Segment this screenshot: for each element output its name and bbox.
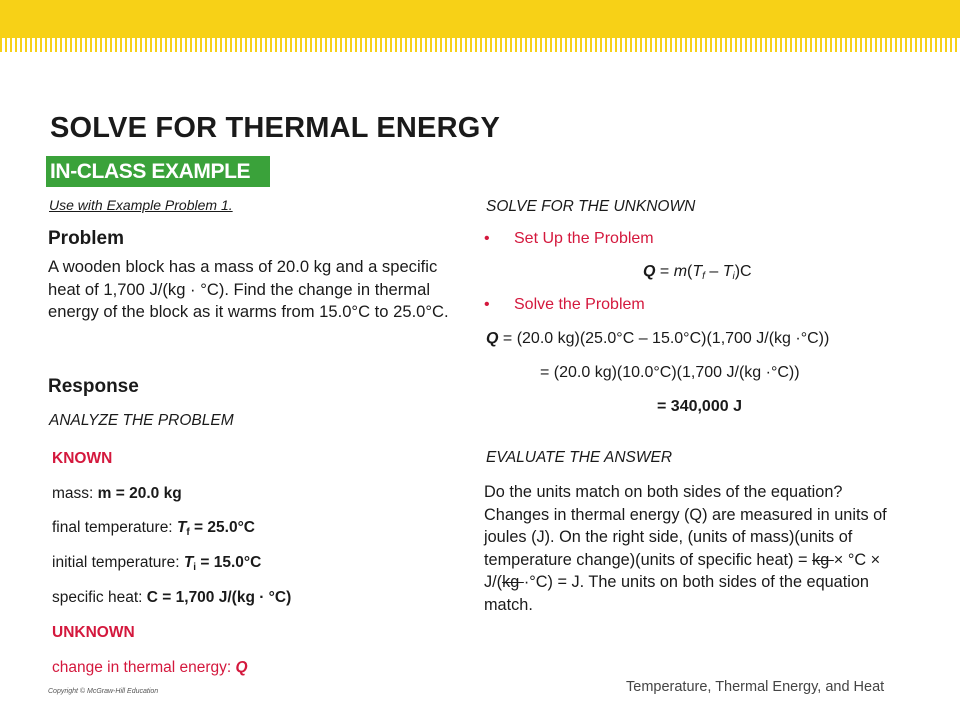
solve-bullet: • Solve the Problem [484,296,645,313]
known-final-temperature: final temperature: $T_f = 25.0^\circ C$ [52,519,255,538]
problem-heading: Problem [48,228,125,249]
known-initial-temperature: initial temperature: $T_i = 15.0^\circ C$ [52,554,262,573]
analyze-heading: ANALYZE THE PROBLEM [49,412,234,429]
problem-text: A wooden block has a mass of 20.0 kg and a specific heat of 1,700 J/(kg · °C). Find the change in thermal energy of the block as it warms from 15.0°C to 25.0°C. [48,257,449,321]
solve-heading: SOLVE FOR THE UNKNOWN [486,198,696,215]
solution-line-2: = (20.0 kg)(10.0°C)(1,700 J/(kg ·°C)) [540,364,800,381]
in-class-example-badge: IN-CLASS EXAMPLE [46,156,270,187]
formula: $Q = m(T_f - T_i)C$ [643,263,752,282]
response-heading: Response [48,376,139,397]
bullet-icon: • [484,296,490,313]
use-with-note: Use with Example Problem 1. [49,197,233,213]
banner-stripes [0,38,960,52]
unknown-quantity: change in thermal energy: Q [52,659,248,676]
unknown-label: UNKNOWN [52,624,135,641]
footer-chapter: Temperature, Thermal Energy, and Heat [626,679,885,695]
evaluate-heading: EVALUATE THE ANSWER [486,449,673,466]
known-label: KNOWN [52,450,113,467]
known-specific-heat: specific heat: C = 1,700 J/(kg · °C) [52,589,292,606]
known-mass: mass: m = 20.0 kg [52,485,182,502]
top-banner [0,0,960,38]
evaluate-text: Do the units match on both sides of the equation? Changes in thermal energy (Q) are measured in units of joules (J). On the right side, (units of mass)(units of temperature change)(units of specific heat) = kg × °C × J/(kg ·°C) = J. The units on both sides of the equation match. [484,483,887,614]
setup-bullet: • Set Up the Problem [484,230,654,247]
solution-line-1: Q = (20.0 kg)(25.0°C – 15.0°C)(1,700 J/(kg ·°C)) [486,330,830,347]
solution-result: = 340,000 J [657,398,742,415]
copyright: Copyright © McGraw-Hill Education [48,688,159,695]
bullet-icon: • [484,230,490,247]
page-title: SOLVE FOR THERMAL ENERGY [50,112,501,144]
